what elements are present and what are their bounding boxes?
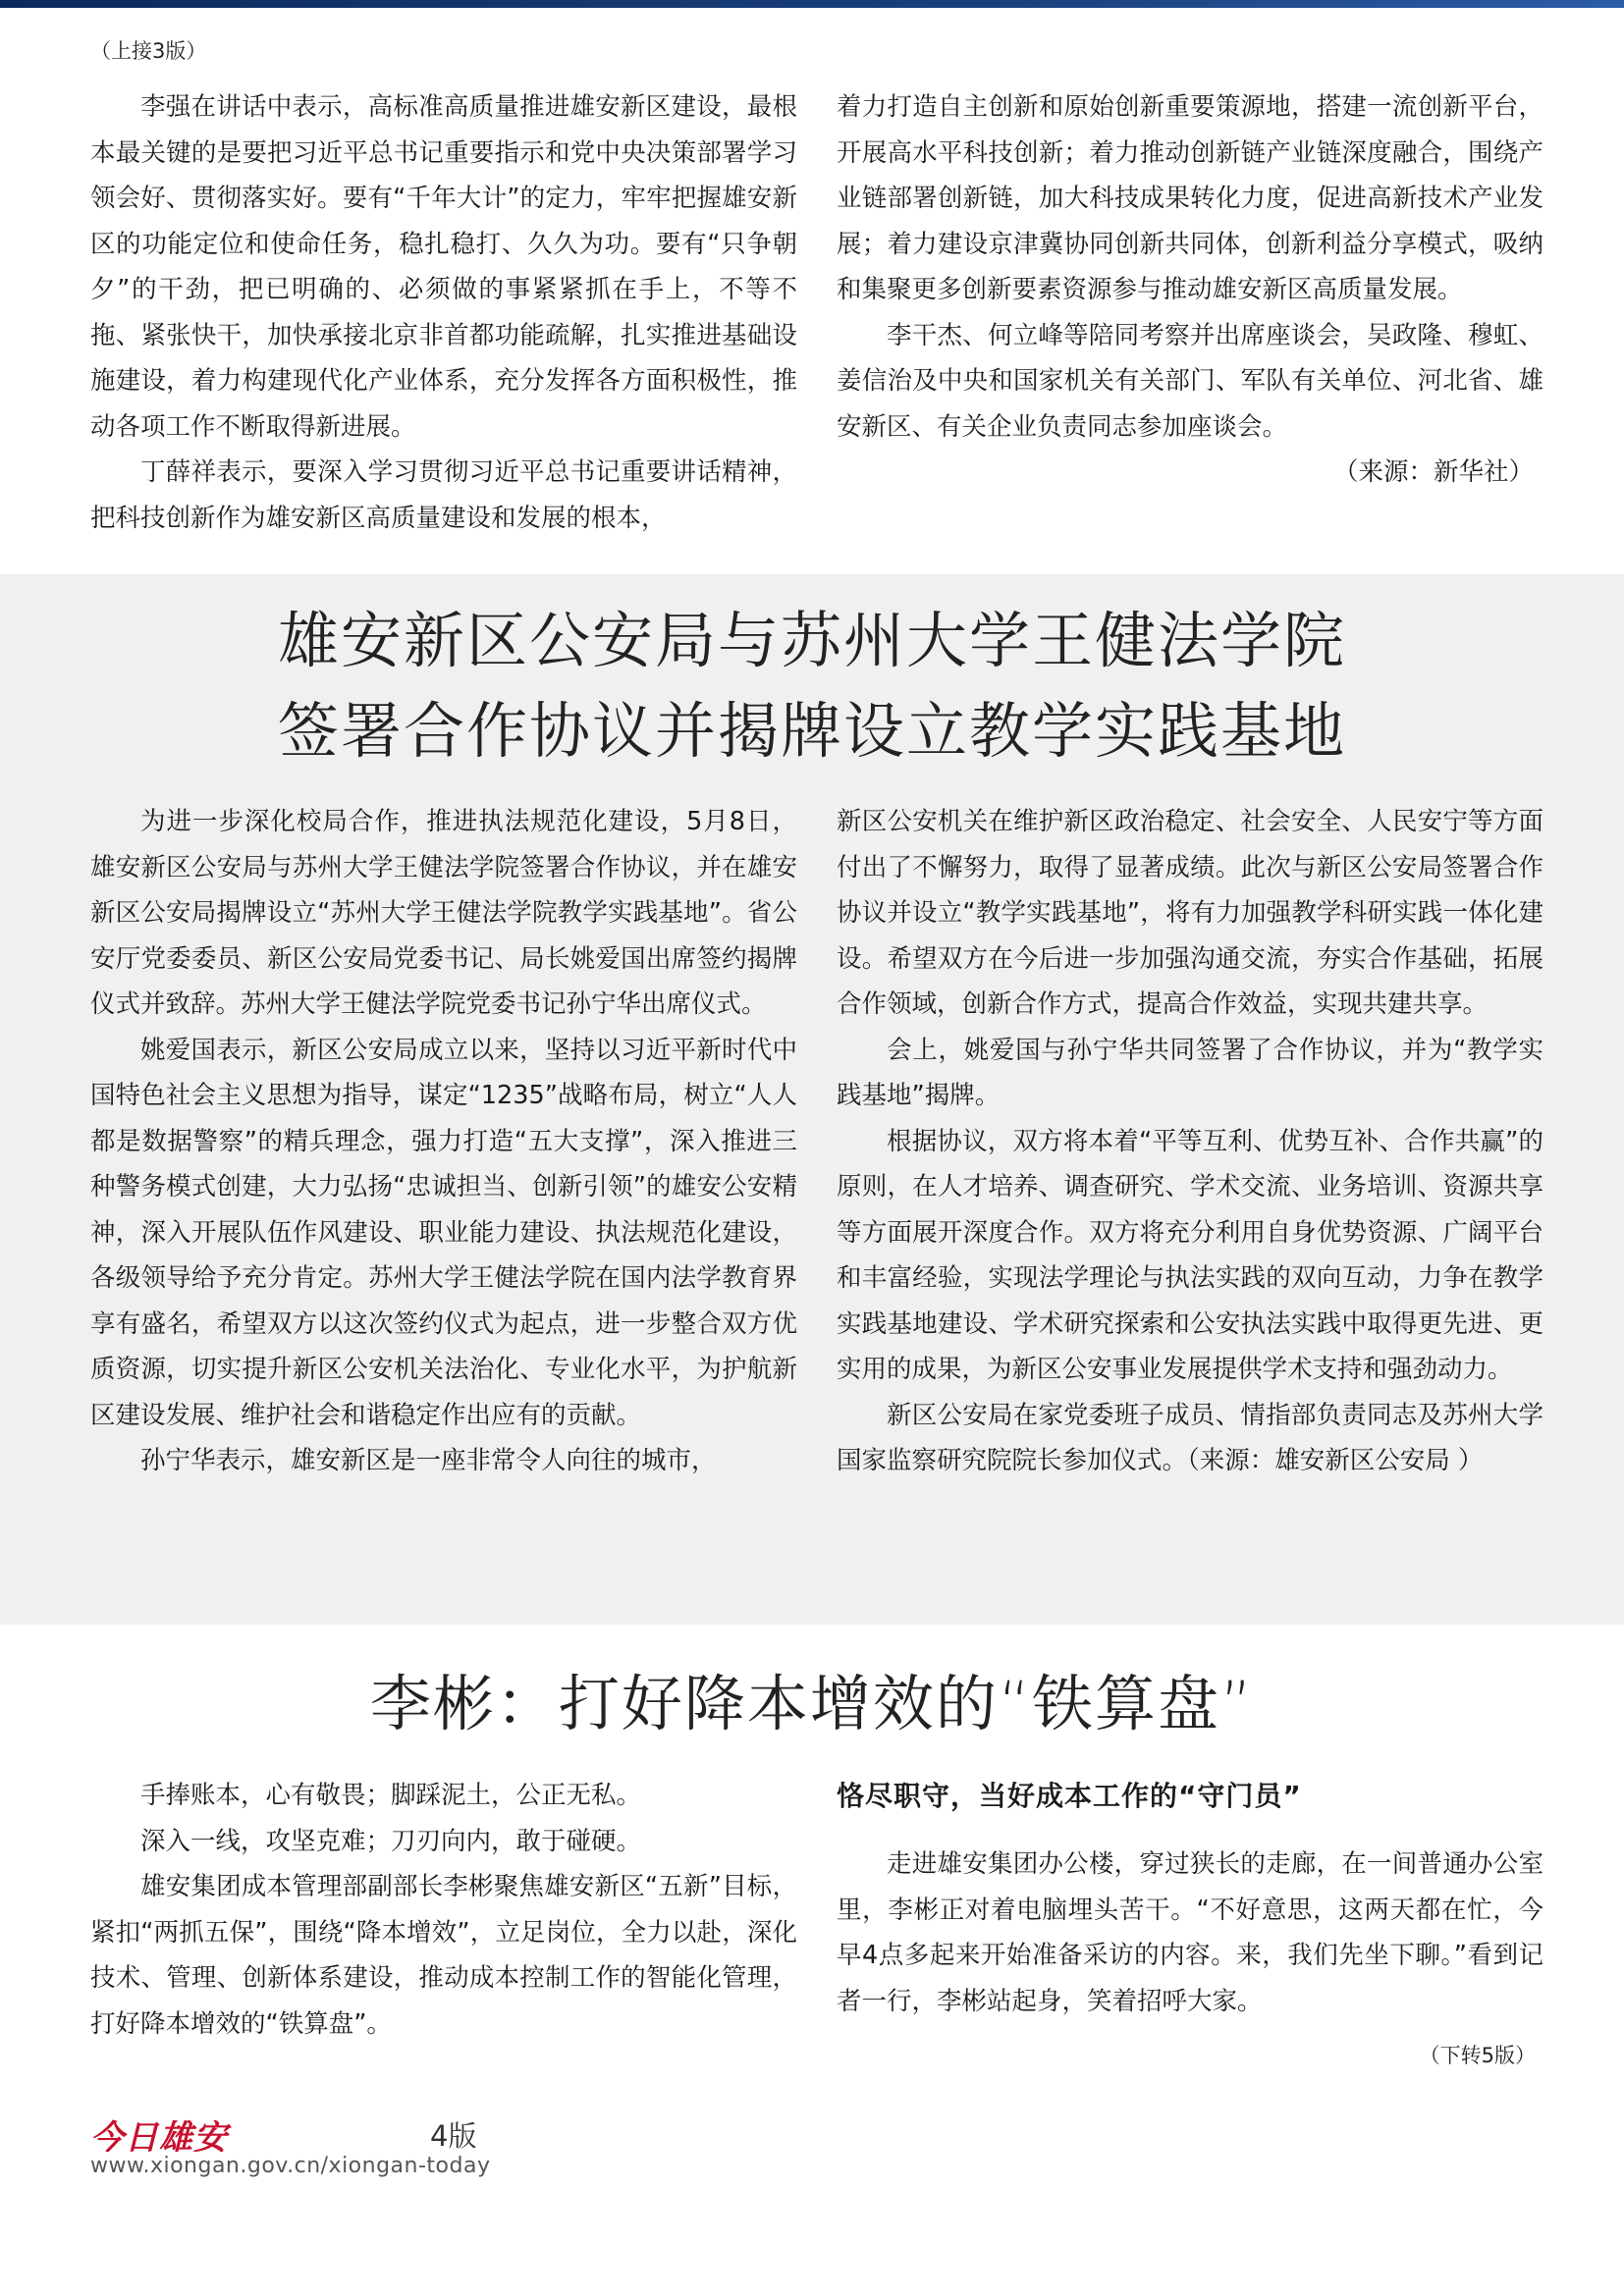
article2-paragraph: 为进一步深化校局合作，推进执法规范化建设，5月8日，雄安新区公安局与苏州大学王健法学院签署合作协议，并在雄安新区公安局揭牌设立“苏州大学王健法学院教学实践基地”。省公安厅党委委员、新区公安局党委书记、局长姚爱国出席签约揭牌仪式并致辞。苏州大学王健法学院党委书记孙宁华出席仪式。: [90, 807, 797, 1019]
article3-subheading: 恪尽职守，当好成本工作的“守门员”: [837, 1780, 1302, 1812]
article1-source: （来源：新华社）: [1332, 457, 1534, 487]
article2-headline: [0, 596, 1624, 776]
article3-left-column: [90, 1773, 797, 2047]
article1-right-column: [837, 84, 1543, 541]
article1-paragraph: 着力打造自主创新和原始创新重要策源地，搭建一流创新平台，开展高水平科技创新；着力推动创新链产业链深度融合，围绕产业链部署创新链，加大科技成果转化力度，促进高新技术产业发展；着力建设京津冀协同创新共同体，创新利益分享模式，吸纳和集聚更多创新要素资源参与推动雄安新区高质量发展。: [837, 92, 1543, 304]
article2-paragraph: 根据协议，双方将本着“平等互利、优势互补、合作共赢”的原则，在人才培养、调查研究、学术交流、业务培训、资源共享等方面展开深度合作。双方将充分利用自身优势资源、广阔平台和丰富经验，实现法学理论与执法实践的双向互动，力争在教学实践基地建设、学术研究探索和公安执法实践中取得更先进、更实用的成果，为新区公安事业发展提供学术支持和强劲动力。: [837, 1126, 1543, 1384]
article2-paragraph: 新区公安局在家党委班子成员、情指部负责同志及苏州大学国家监察研究院院长参加仪式。（来源：雄安新区公安局 ）: [837, 1400, 1543, 1475]
site-url-link[interactable]: www.xiongan.gov.cn/xiongan-today: [90, 2154, 491, 2178]
article1-paragraph: 丁薛祥表示，要深入学习贯彻习近平总书记重要讲话精神，把科技创新作为雄安新区高质量建设和发展的根本，: [90, 457, 797, 533]
article1-body: [90, 84, 1543, 541]
article1-paragraph: 李干杰、何立峰等陪同考察并出席座谈会，吴政隆、穆虹、姜信治及中央和国家机关有关部门、军队有关单位、河北省、雄安新区、有关企业负责同志参加座谈会。: [837, 320, 1543, 442]
page-number: 4版: [430, 2119, 477, 2153]
article2-paragraph: 孙宁华表示，雄安新区是一座非常令人向往的城市，: [140, 1446, 717, 1475]
continued-on-note: （下转5版）: [1419, 2044, 1536, 2067]
article2-body: [90, 799, 1543, 1484]
article3-right-column: [837, 1773, 1543, 2047]
continued-from-note: （上接3版）: [90, 39, 207, 63]
article2-paragraph: 会上，姚爱国与孙宁华共同签署了合作协议，并为“教学实践基地”揭牌。: [837, 1035, 1543, 1110]
article2-right-column: [837, 799, 1543, 1484]
article1-left-column: [90, 84, 797, 541]
article1-paragraph: 李强在讲话中表示，高标准高质量推进雄安新区建设，最根本最关键的是要把习近平总书记重要指示和党中央决策部署学习领会好、贯彻落实好。要有“千年大计”的定力，牢牢把握雄安新区的功能定位和使命任务，稳扎稳打、久久为功。要有“只争朝夕”的干劲，把已明确的、必须做的事紧紧抓在手上，不等不拖、紧张快干，加快承接北京非首都功能疏解，扎实推进基础设施建设，着力构建现代化产业体系，充分发挥各方面积极性，推动各项工作不断取得新进展。: [90, 92, 797, 442]
article2-headline-line1: 雄安新区公安局与苏州大学王健法学院: [277, 605, 1346, 676]
article3-paragraph: 走进雄安集团办公楼，穿过狭长的走廊，在一间普通办公室里，李彬正对着电脑埋头苦干。“不好意思，这两天都在忙，今早4点多起来开始准备采访的内容。来，我们先坐下聊。”看到记者一行，李彬站起身，笑着招呼大家。: [837, 1849, 1543, 2016]
article3-paragraph: 手捧账本，心有敬畏；脚踩泥土，公正无私。: [140, 1781, 642, 1810]
newspaper-logo: 今日雄安: [90, 2118, 228, 2158]
article2-paragraph: 姚爱国表示，新区公安局成立以来，坚持以习近平新时代中国特色社会主义思想为指导，谋定“1235”战略布局，树立“人人都是数据警察”的精兵理念，强力打造“五大支撑”，深入推进三种警务模式创建，大力弘扬“忠诚担当、创新引领”的雄安公安精神，深入开展队伍作风建设、职业能力建设、执法规范化建设，各级领导给予充分肯定。苏州大学王健法学院在国内法学教育界享有盛名，希望双方以这次签约仪式为起点，进一步整合双方优质资源，切实提升新区公安机关法治化、专业化水平，为护航新区建设发展、维护社会和谐稳定作出应有的贡献。: [90, 1035, 797, 1430]
article2-left-column: [90, 799, 797, 1484]
article3-paragraph: 雄安集团成本管理部副部长李彬聚焦雄安新区“五新”目标，紧扣“两抓五保”，围绕“降本增效”，立足岗位，全力以赴，深化技术、管理、创新体系建设，推动成本控制工作的智能化管理，打好降本增效的“铁算盘”。: [90, 1872, 797, 2039]
article3-body: [90, 1773, 1543, 2047]
article2-headline-line2: 签署合作协议并揭牌设立教学实践基地: [277, 695, 1346, 767]
article3-headline: 李彬：打好降本增效的“铁算盘”: [369, 1668, 1255, 1739]
article2-paragraph: 新区公安机关在维护新区政治稳定、社会安全、人民安宁等方面付出了不懈努力，取得了显著成绩。此次与新区公安局签署合作协议并设立“教学实践基地”，将有力加强教学科研实践一体化建设。希望双方在今后进一步加强沟通交流，夯实合作基础，拓展合作领域，创新合作方式，提高合作效益，实现共建共享。: [837, 807, 1543, 1019]
top-color-bar: [0, 0, 1624, 8]
article3-paragraph: 深入一线，攻坚克难；刀刃向内，敢于碰硬。: [140, 1826, 642, 1856]
